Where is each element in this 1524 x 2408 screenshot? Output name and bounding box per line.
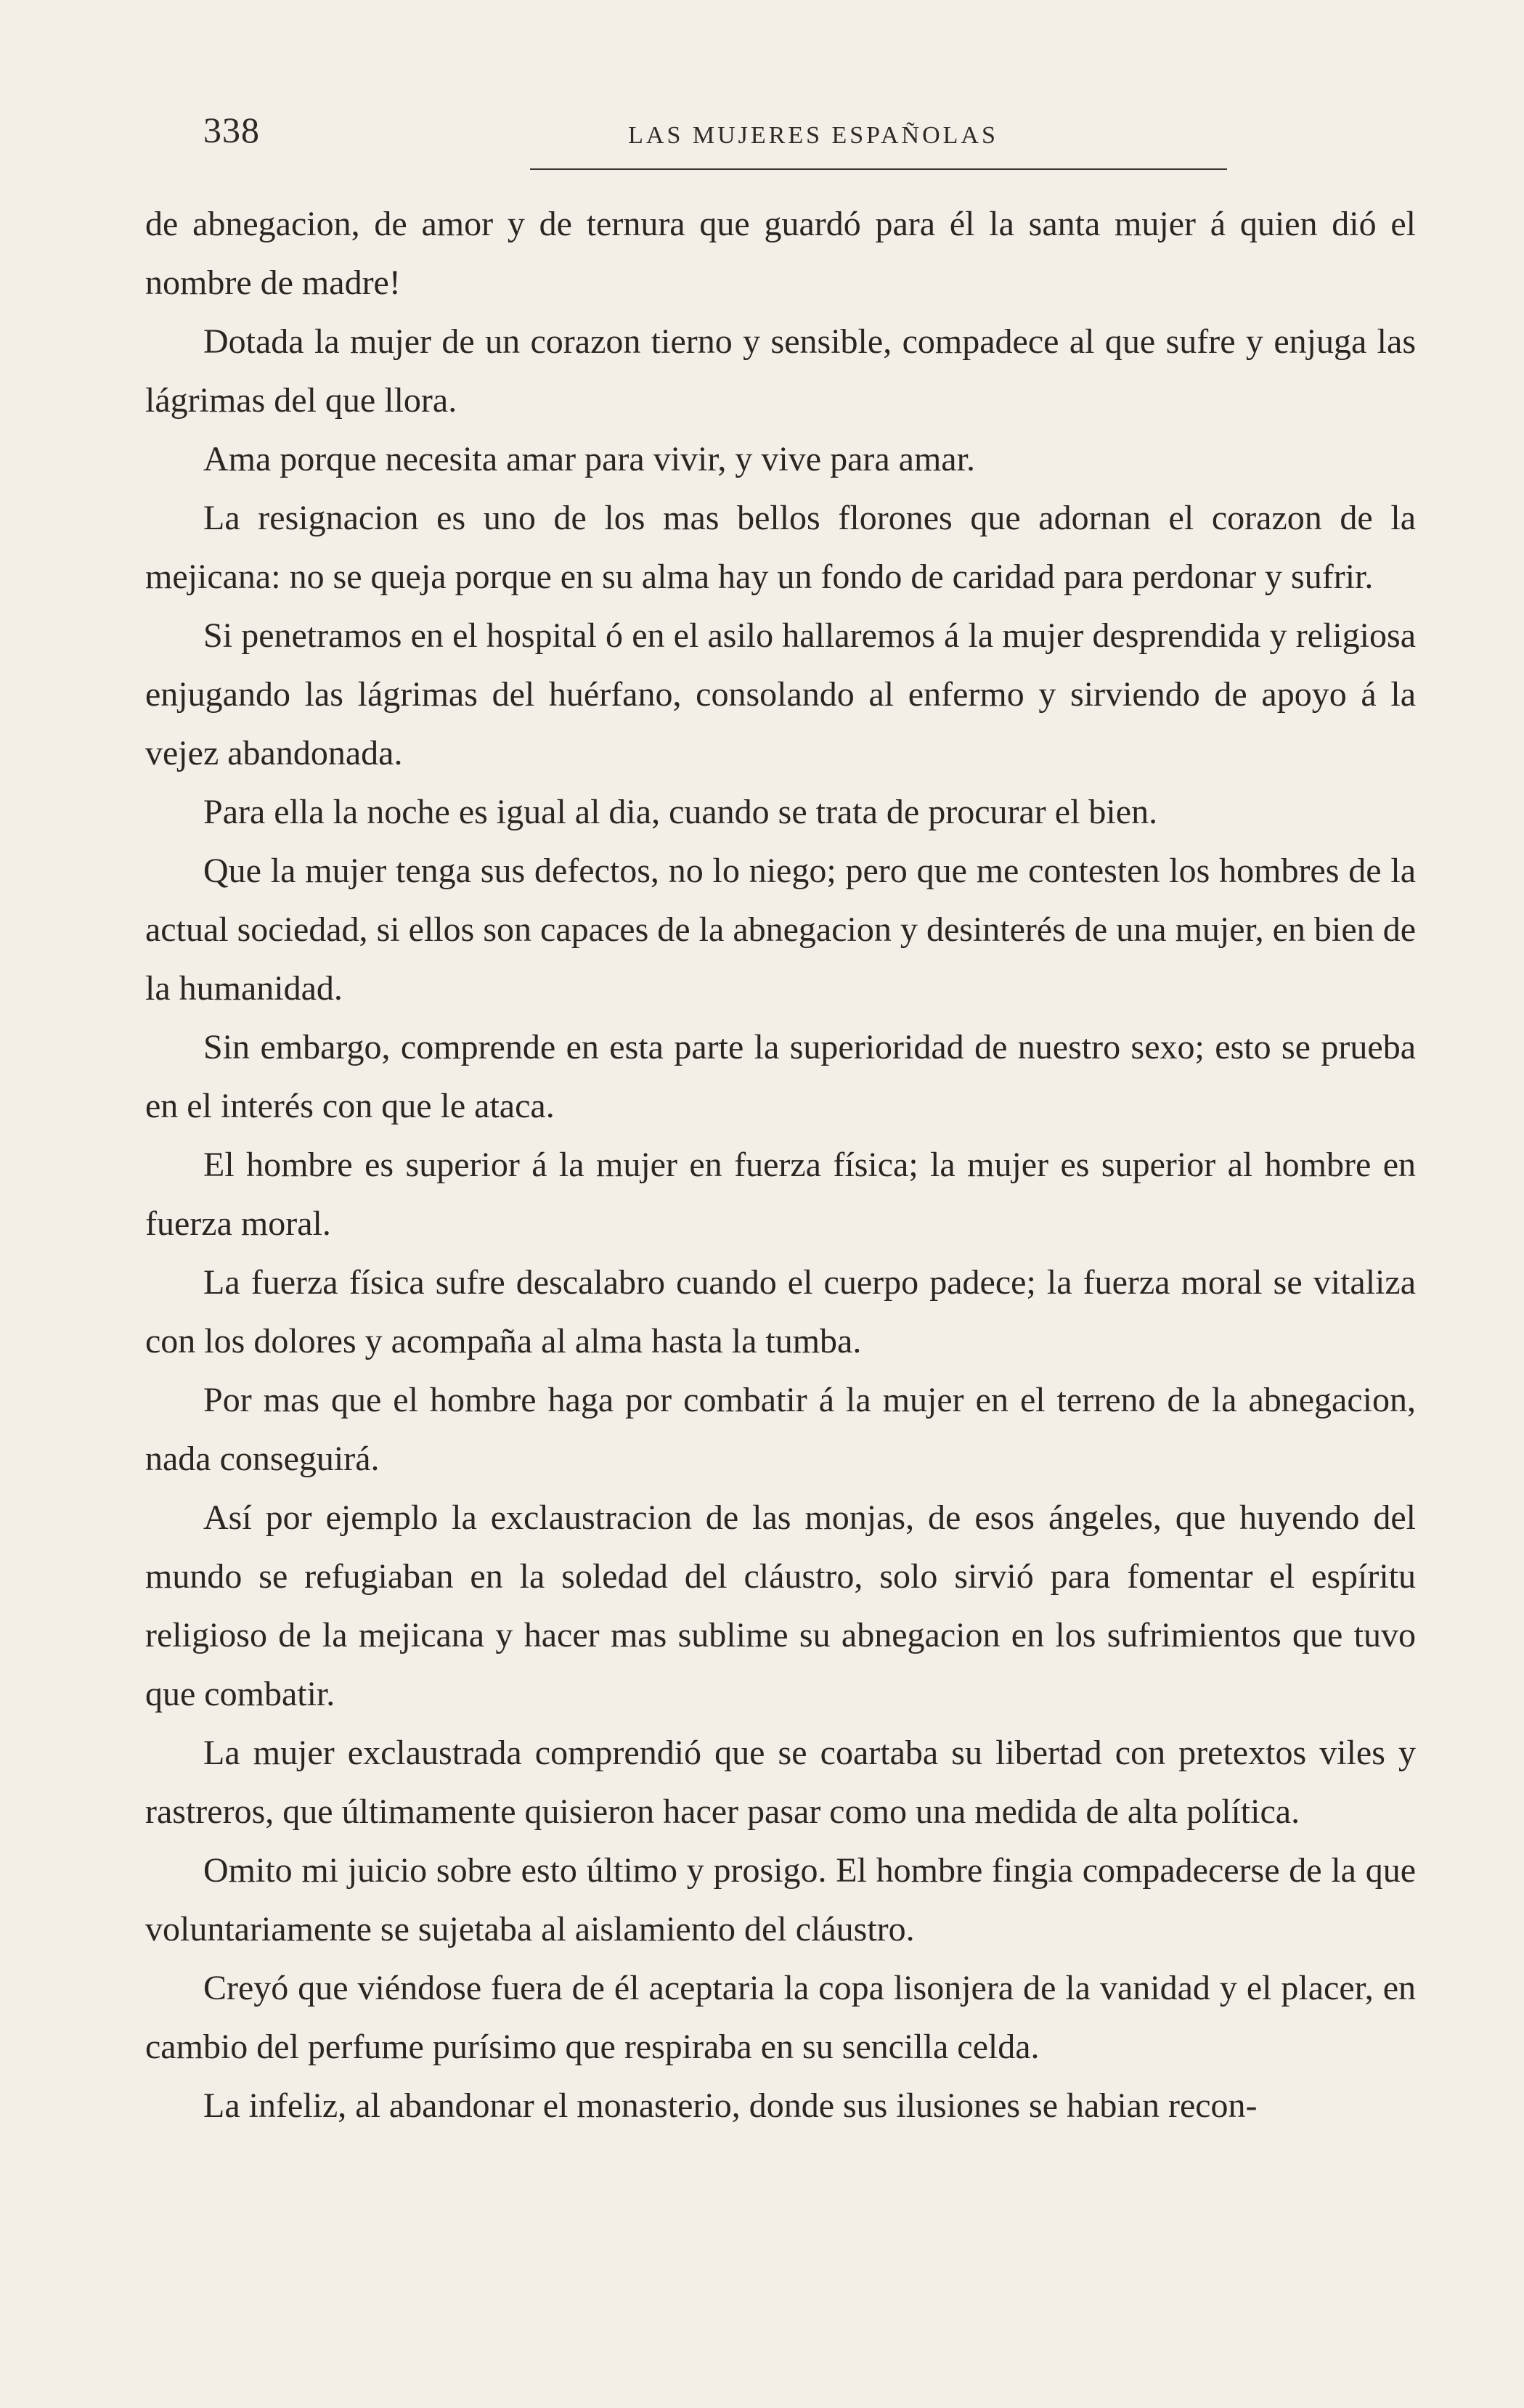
paragraph: Por mas que el hombre haga por combatir á la mujer en el terreno de la abnegacion, nada conseguirá. bbox=[145, 1381, 1416, 1478]
paragraph: Omito mi juicio sobre esto último y prosigo. El hombre fingia compadecerse de la que voluntariamente se sujetaba al aislamiento del cláustro. bbox=[145, 1851, 1416, 1948]
running-title: LAS MUJERES ESPAÑOLAS bbox=[628, 122, 998, 149]
paragraph: Dotada la mujer de un corazon tierno y sensible, compadece al que sufre y enjuga las lágrimas del que llora. bbox=[145, 322, 1416, 420]
paragraph: Para ella la noche es igual al dia, cuando se trata de procurar el bien. bbox=[203, 793, 1158, 831]
paragraph: Ama porque necesita amar para vivir, y vive para amar. bbox=[203, 440, 975, 478]
page-number: 338 bbox=[203, 110, 260, 150]
paragraph: Si penetramos en el hospital ó en el asilo hallaremos á la mujer desprendida y religiosa enjugando las lágrimas del huérfano, consolando al enfermo y sirviendo de apoyo á la vejez abandonada. bbox=[145, 616, 1416, 772]
paragraph: Sin embargo, comprende en esta parte la superioridad de nuestro sexo; esto se prueba en el interés con que le ataca. bbox=[145, 1028, 1416, 1125]
paragraph-continued: de abnegacion, de amor y de ternura que guardó para él la santa mujer á quien dió el nombre de madre! bbox=[145, 205, 1416, 302]
header-rule bbox=[530, 168, 1227, 170]
paragraph: La resignacion es uno de los mas bellos florones que adornan el corazon de la mejicana: no se queja porque en su alma hay un fondo de caridad para perdonar y sufrir. bbox=[145, 499, 1416, 596]
paragraph: La fuerza física sufre descalabro cuando el cuerpo padece; la fuerza moral se vitaliza con los dolores y acompaña al alma hasta la tumba. bbox=[145, 1263, 1416, 1360]
paragraph: Creyó que viéndose fuera de él aceptaria la copa lisonjera de la vanidad y el placer, en cambio del perfume purísimo que respiraba en su sencilla celda. bbox=[145, 1969, 1416, 2066]
page-header bbox=[203, 109, 1423, 174]
paragraph: Que la mujer tenga sus defectos, no lo niego; pero que me contesten los hombres de la actual sociedad, si ellos son capaces de la abnegacion y desinterés de una mujer, en bien de la humanidad. bbox=[145, 852, 1416, 1008]
paragraph: El hombre es superior á la mujer en fuerza física; la mujer es superior al hombre en fuerza moral. bbox=[145, 1146, 1416, 1243]
paragraph: La infeliz, al abandonar el monasterio, donde sus ilusiones se habian recon- bbox=[203, 2086, 1258, 2125]
paragraph: Así por ejemplo la exclaustracion de las monjas, de esos ángeles, que huyendo del mundo se refugiaban en la soledad del cláustro, solo sirvió para fomentar el espíritu religioso de la mejicana y hacer mas sublime su abnegacion en los sufrimientos que tuvo que combatir. bbox=[145, 1498, 1416, 1713]
paragraph: La mujer exclaustrada comprendió que se coartaba su libertad con pretextos viles y rastreros, que últimamente quisieron hacer pasar como una medida de alta política. bbox=[145, 1734, 1416, 1831]
body-text bbox=[145, 195, 1416, 2135]
